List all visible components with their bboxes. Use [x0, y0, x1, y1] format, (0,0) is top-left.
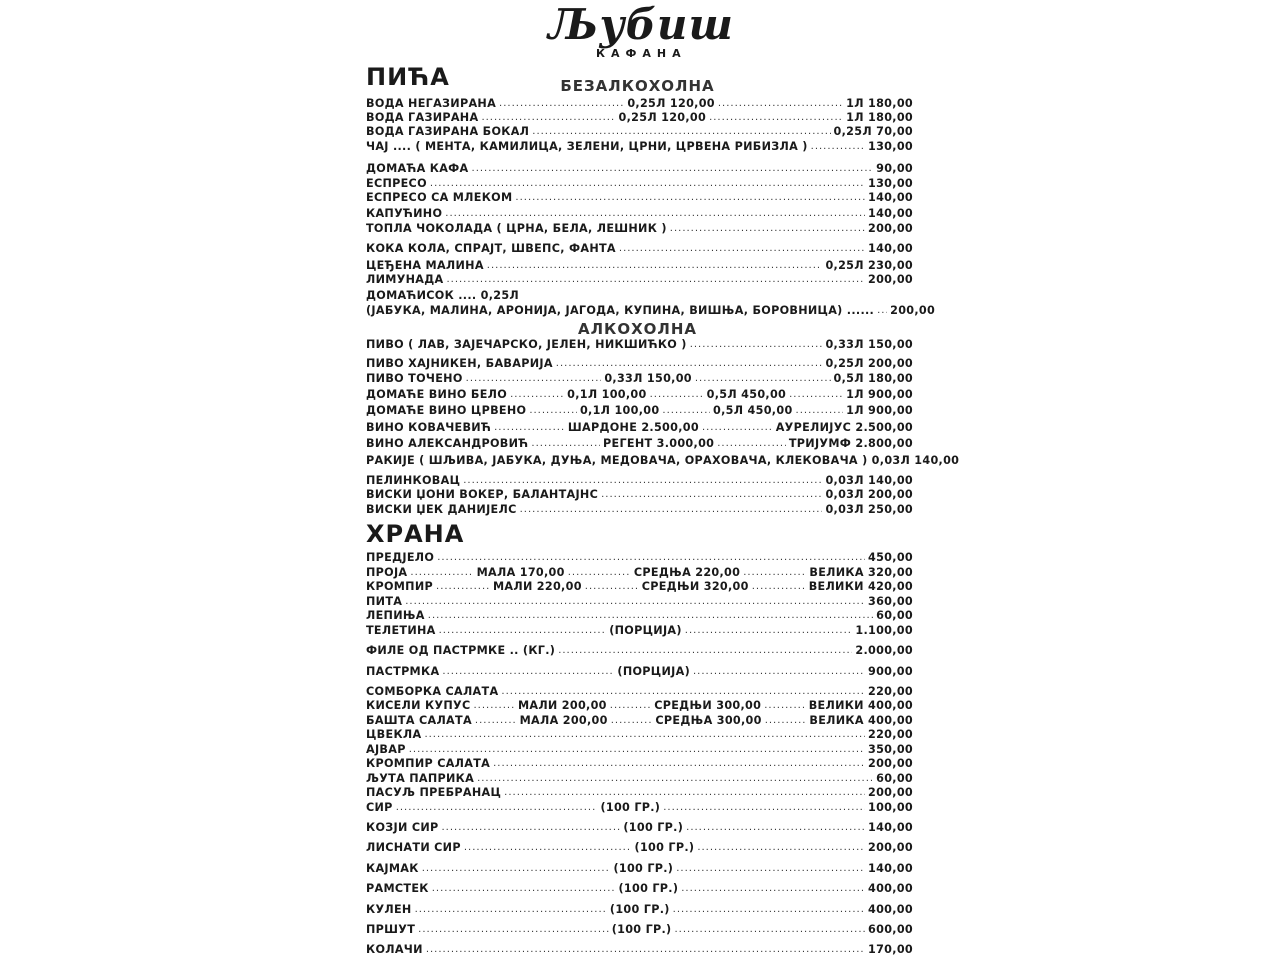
menu-item-row	[366, 882, 913, 896]
menu-item-price: (100 ГР.)	[618, 882, 679, 895]
menu-item-name: СИР	[366, 801, 393, 814]
menu-item-price: 220,00	[868, 685, 913, 698]
menu-item-row	[366, 699, 913, 713]
menu-item-name: (ЈАБУКА, МАЛИНА, АРОНИЈА, ЈАГОДА, КУПИНА, ВИШЊА, БОРОВНИЦА) ......	[366, 304, 875, 317]
dot-leader	[650, 388, 704, 402]
menu-item-row	[366, 125, 913, 139]
dot-leader	[422, 862, 611, 876]
dot-leader	[811, 140, 865, 154]
dot-leader	[717, 437, 786, 451]
dot-leader	[410, 566, 473, 580]
menu-item-price: СРЕДЊА 300,00	[655, 714, 762, 727]
menu-item-price: МАЛА 200,00	[519, 714, 608, 727]
menu-item-row	[366, 140, 913, 154]
menu-item-name: РАМСТЕК	[366, 882, 429, 895]
menu-item-price: 350,00	[868, 743, 913, 756]
menu-item-name: ВИНО АЛЕКСАНДРОВИЋ	[366, 437, 529, 450]
dot-leader	[531, 437, 600, 451]
menu-item-price: 0,5Л 450,00	[713, 404, 793, 417]
dot-leader	[439, 624, 607, 638]
menu-item-name: ПАСУЉ ПРЕБРАНАЦ	[366, 786, 502, 799]
menu-item-name: ДОМАЋЕ ВИНО ЦРВЕНО	[366, 404, 527, 417]
menu-item-line: РАКИЈЕ ( ШЉИВА, ЈАБУКА, ДУЊА, МЕДОВАЧА, ОРАХОВАЧА, КЛЕКОВАЧА ) 0,03Л 140,00	[366, 454, 960, 467]
menu-item-price: 200,00	[868, 757, 913, 770]
menu-item-row	[366, 242, 913, 256]
menu-item-price: 60,00	[876, 772, 913, 785]
menu-item-name: ЕСПРЕСО СА МЛЕКОМ	[366, 191, 513, 204]
dot-leader	[690, 338, 823, 352]
dot-leader	[877, 304, 887, 318]
logo-subtitle: КАФАНА	[596, 47, 687, 60]
menu-item-name: ЦЕЂЕНА МАЛИНА	[366, 259, 484, 272]
menu-item-row	[366, 801, 913, 815]
dot-leader	[697, 841, 865, 855]
menu-item-price: (100 ГР.)	[600, 801, 661, 814]
dot-leader	[424, 728, 865, 742]
menu-item-price: 0,25Л 200,00	[825, 357, 913, 370]
menu-item-row	[366, 862, 913, 876]
dot-leader	[752, 580, 806, 594]
menu-item-name: ПИВО ТОЧЕНО	[366, 372, 463, 385]
menu-item-row	[366, 177, 913, 191]
menu-item-price: 100,00	[868, 801, 913, 814]
menu-item-name: ТЕЛЕТИНА	[366, 624, 436, 637]
dot-leader	[432, 882, 616, 896]
dot-leader	[568, 566, 631, 580]
menu-item-price: 200,00	[868, 273, 913, 286]
menu-item-row	[366, 923, 913, 937]
dot-leader	[764, 699, 805, 713]
menu-item-row	[366, 685, 913, 699]
menu-item-row	[366, 222, 913, 236]
menu-item-price: МАЛИ 200,00	[517, 699, 607, 712]
menu-item-price: 0,03Л 140,00	[825, 474, 913, 487]
menu-item-name: ЛИСНАТИ СИР	[366, 841, 461, 854]
dot-leader	[442, 665, 614, 679]
menu-item-price: СРЕДЊА 220,00	[633, 566, 741, 579]
dot-leader	[585, 580, 639, 594]
menu-item-price: ТРИЈУМФ 2.800,00	[788, 437, 913, 450]
menu-item-price: 90,00	[876, 162, 913, 175]
menu-item-price: 140,00	[868, 862, 913, 875]
menu-item-price: 170,00	[868, 943, 913, 956]
menu-item-row	[366, 566, 913, 580]
menu-item-name: ВИСКИ ЏЕК ДАНИЈЕЛС	[366, 503, 517, 516]
menu-item-price: СРЕДЊИ 320,00	[641, 580, 749, 593]
menu-item-name: ЧАЈ .... ( МЕНТА, КАМИЛИЦА, ЗЕЛЕНИ, ЦРНИ, ЦРВЕНА РИБИЗЛА )	[366, 140, 808, 153]
menu-item-price: 140,00	[868, 242, 913, 255]
dot-leader	[718, 97, 843, 111]
dot-leader	[426, 943, 865, 957]
dot-leader	[558, 644, 852, 658]
menu-item-name: ПЕЛИНКОВАЦ	[366, 474, 461, 487]
dot-leader	[663, 801, 865, 815]
dot-leader	[405, 595, 865, 609]
menu-item-price: 0,25Л 230,00	[825, 259, 913, 272]
dot-leader	[494, 421, 565, 435]
menu-item-row	[366, 388, 913, 402]
dot-leader	[765, 714, 807, 728]
menu-item-price: (100 ГР.)	[611, 923, 672, 936]
menu-item-row	[366, 743, 913, 757]
menu-item-price: МАЛИ 220,00	[492, 580, 582, 593]
menu-item-price: 0,03Л 250,00	[825, 503, 913, 516]
menu-item-row	[366, 595, 913, 609]
menu-item-row	[366, 488, 913, 502]
dot-leader	[515, 191, 865, 205]
dot-leader	[499, 97, 624, 111]
menu-item-name: ВОДА ГАЗИРАНА БОКАЛ	[366, 125, 530, 138]
dot-leader	[481, 111, 615, 125]
menu-item-name: ПИТА	[366, 595, 403, 608]
dot-leader	[789, 388, 843, 402]
dot-leader	[619, 242, 865, 256]
dot-leader	[556, 357, 823, 371]
menu-item-price: 140,00	[868, 821, 913, 834]
menu-item-price: 0,25Л 120,00	[618, 111, 707, 124]
dot-leader	[743, 566, 806, 580]
menu-item-name: ЛЕПИЊА	[366, 609, 425, 622]
dot-leader	[430, 177, 865, 191]
menu-item-price: 0,1Л 100,00	[579, 404, 660, 417]
menu-item-price: 220,00	[868, 728, 913, 741]
dot-leader	[670, 222, 865, 236]
dot-leader	[477, 772, 873, 786]
food-title: ХРАНА	[366, 520, 465, 548]
dot-leader	[442, 821, 621, 835]
menu-item-price: 1.100,00	[855, 624, 913, 637]
menu-item-price: 1Л 900,00	[846, 388, 914, 401]
menu-item-row	[366, 841, 913, 855]
dot-leader	[681, 882, 865, 896]
menu-item-price: МАЛА 170,00	[476, 566, 565, 579]
menu-item-name: ЛИМУНАДА	[366, 273, 444, 286]
menu-item-price: ВЕЛИКИ 400,00	[808, 699, 914, 712]
menu-item-row	[366, 786, 913, 800]
dot-leader	[685, 624, 853, 638]
menu-item-row	[366, 821, 913, 835]
dot-leader	[610, 699, 651, 713]
dot-leader	[466, 372, 602, 386]
menu-item-price: 200,00	[868, 222, 913, 235]
dot-leader	[464, 841, 632, 855]
menu-item-price: 200,00	[890, 304, 936, 317]
menu-item-row	[366, 580, 913, 594]
menu-item-row	[366, 162, 913, 176]
dot-leader	[693, 665, 865, 679]
dot-leader	[510, 388, 564, 402]
dot-leader	[436, 580, 490, 594]
menu-item-price: 0,03Л 200,00	[825, 488, 913, 501]
dot-leader	[437, 551, 865, 565]
logo-title: Љубиш	[548, 0, 734, 49]
menu-item-row	[366, 437, 913, 451]
menu-item-price: 140,00	[868, 191, 913, 204]
menu-item-name: ЦВЕКЛА	[366, 728, 422, 741]
menu-item-name: ПРЕДЈЕЛО	[366, 551, 435, 564]
menu-item-price: (100 ГР.)	[634, 841, 695, 854]
menu-item-price: ВЕЛИКА 320,00	[809, 566, 913, 579]
menu-item-row	[366, 714, 913, 728]
menu-item-price: 360,00	[868, 595, 913, 608]
dot-leader	[520, 503, 823, 517]
menu-item-row	[366, 357, 913, 371]
menu-item-row	[366, 728, 913, 742]
menu-item-price: (ПОРЦИЈА)	[609, 624, 682, 637]
menu-item-row	[366, 372, 913, 386]
menu-item-name: БАШТА САЛАТА	[366, 714, 472, 727]
dot-leader	[415, 903, 607, 917]
menu-item-name: КАЈМАК	[366, 862, 419, 875]
menu-item-name: ДОМАЋА КАФА	[366, 162, 469, 175]
dot-leader	[445, 207, 865, 221]
dot-leader	[475, 714, 517, 728]
menu-item-row	[366, 609, 913, 623]
menu-item-price: (100 ГР.)	[609, 903, 670, 916]
dot-leader	[409, 743, 865, 757]
menu-item-name: ВОДА НЕГАЗИРАНА	[366, 97, 497, 110]
menu-item-row	[366, 404, 913, 418]
menu-item-price: 200,00	[868, 841, 913, 854]
menu-item-row	[366, 943, 913, 957]
menu-item-price: РЕГЕНТ 3.000,00	[603, 437, 715, 450]
menu-item-name: ФИЛЕ ОД ПАСТРМКЕ .. (КГ.)	[366, 644, 556, 657]
menu-item-price: 60,00	[876, 609, 913, 622]
menu-item-price: АУРЕЛИЈУС 2.500,00	[775, 421, 913, 434]
menu-item-name: ПИВО ХАЈНИКЕН, БАВАРИЈА	[366, 357, 553, 370]
dot-leader	[501, 685, 865, 699]
menu-item-price: (100 ГР.)	[613, 862, 674, 875]
menu-item-price: 900,00	[868, 665, 913, 678]
dot-leader	[418, 923, 609, 937]
dot-leader	[428, 609, 873, 623]
menu-item-name: ПИВО ( ЛАВ, ЗАЈЕЧАРСКО, ЈЕЛЕН, НИКШИЋКО )	[366, 338, 687, 351]
menu-item-row	[366, 111, 913, 125]
non-alcoholic-title: БЕЗАЛКОХОЛНА	[560, 77, 715, 95]
menu-item-price: (ПОРЦИЈА)	[617, 665, 690, 678]
drinks-title: ПИЋА	[366, 63, 450, 91]
menu-item-row	[366, 624, 913, 638]
dot-leader	[662, 404, 710, 418]
menu-item-name: АЈВАР	[366, 743, 406, 756]
menu-item-name: КОЛАЧИ	[366, 943, 423, 956]
menu-page	[360, 0, 960, 960]
menu-item-name: КАПУЋИНО	[366, 207, 443, 220]
menu-item-name: КИСЕЛИ КУПУС	[366, 699, 471, 712]
menu-item-price: 0,25Л 120,00	[627, 97, 715, 110]
menu-item-name: КУЛЕН	[366, 903, 412, 916]
dot-leader	[601, 488, 822, 502]
menu-item-price: 140,00	[868, 207, 913, 220]
menu-item-price: 1Л 180,00	[846, 111, 913, 124]
menu-item-name: ДОМАЋЕ ВИНО БЕЛО	[366, 388, 508, 401]
menu-item-row	[366, 644, 913, 658]
menu-item-row	[366, 551, 913, 565]
menu-item-price: 600,00	[868, 923, 914, 936]
dot-leader	[473, 699, 514, 713]
menu-item-price: 1Л 180,00	[846, 97, 913, 110]
menu-item-row	[366, 273, 913, 287]
dot-leader	[446, 273, 865, 287]
menu-item-name: ТОПЛА ЧОКОЛАДА ( ЦРНА, БЕЛА, ЛЕШНИК )	[366, 222, 667, 235]
menu-item-row	[366, 191, 913, 205]
menu-item-row	[366, 665, 913, 679]
dot-leader	[396, 801, 598, 815]
menu-item-name: КОЗЈИ СИР	[366, 821, 439, 834]
dot-leader	[487, 259, 823, 273]
dot-leader	[695, 372, 831, 386]
menu-item-price: ВЕЛИКА 400,00	[809, 714, 913, 727]
alcoholic-title: АЛКОХОЛНА	[577, 320, 698, 338]
dot-leader	[472, 162, 874, 176]
menu-item-name: ЉУТА ПАПРИКА	[366, 772, 475, 785]
menu-item-price: 130,00	[868, 140, 913, 153]
menu-item-name: ВИСКИ ЏОНИ ВОКЕР, БАЛАНТАЈНС	[366, 488, 599, 501]
dot-leader	[463, 474, 822, 488]
menu-item-row	[366, 97, 913, 111]
menu-item-row	[366, 503, 913, 517]
menu-item-price: ВЕЛИКИ 420,00	[808, 580, 913, 593]
dot-leader	[702, 421, 773, 435]
menu-item-name: ВИНО КОВАЧЕВИЋ	[366, 421, 492, 434]
dot-leader	[686, 821, 865, 835]
menu-item-price: 0,5Л 180,00	[833, 372, 913, 385]
dot-leader	[504, 786, 865, 800]
logo	[548, 0, 734, 60]
menu-item-price: 2.000,00	[855, 644, 913, 657]
menu-item-name: ВОДА ГАЗИРАНА	[366, 111, 479, 124]
dot-leader	[673, 903, 865, 917]
menu-item-price: 0,33Л 150,00	[604, 372, 692, 385]
menu-item-price: 0,5Л 450,00	[706, 388, 787, 401]
menu-item-price: 400,00	[868, 882, 913, 895]
menu-item-price: 400,00	[868, 903, 913, 916]
dot-leader	[796, 404, 844, 418]
menu-item-row	[366, 207, 913, 221]
dot-leader	[493, 757, 865, 771]
menu-item-name: ЕСПРЕСО	[366, 177, 427, 190]
menu-item-row	[366, 757, 913, 771]
menu-item-price: 0,33Л 150,00	[825, 338, 913, 351]
menu-item-price: 0,25Л 70,00	[833, 125, 913, 138]
dot-leader	[676, 862, 865, 876]
dot-leader	[674, 923, 865, 937]
menu-item-row	[366, 772, 913, 786]
menu-item-price: (100 ГР.)	[623, 821, 684, 834]
menu-item-price: 0,1Л 100,00	[567, 388, 647, 401]
menu-item-row	[366, 338, 913, 352]
dot-leader	[529, 404, 577, 418]
menu-item-row	[366, 474, 913, 488]
dot-leader	[709, 111, 843, 125]
menu-item-price: ШАРДОНЕ 2.500,00	[567, 421, 699, 434]
dot-leader	[532, 125, 830, 139]
menu-item-name: ПРШУТ	[366, 923, 416, 936]
menu-item-price: 450,00	[868, 551, 913, 564]
menu-item-price: 200,00	[868, 786, 913, 799]
menu-item-row	[366, 259, 913, 273]
menu-item-name: КОКА КОЛА, СПРАЈТ, ШВЕПС, ФАНТА	[366, 242, 616, 255]
menu-item-price: 130,00	[868, 177, 913, 190]
menu-item-row	[366, 304, 936, 318]
menu-item-name: ПРОЈА	[366, 566, 408, 579]
menu-item-line: ДОМАЋИСОК .... 0,25Л	[366, 289, 520, 302]
dot-leader	[611, 714, 653, 728]
menu-item-row	[366, 903, 913, 917]
menu-item-name: КРОМПИР САЛАТА	[366, 757, 491, 770]
menu-item-price: 1Л 900,00	[846, 404, 913, 417]
menu-item-row	[366, 421, 913, 435]
menu-item-name: КРОМПИР	[366, 580, 434, 593]
menu-item-name: СОМБОРКА САЛАТА	[366, 685, 499, 698]
menu-item-name: ПАСТРМКА	[366, 665, 440, 678]
menu-item-price: СРЕДЊИ 300,00	[654, 699, 762, 712]
